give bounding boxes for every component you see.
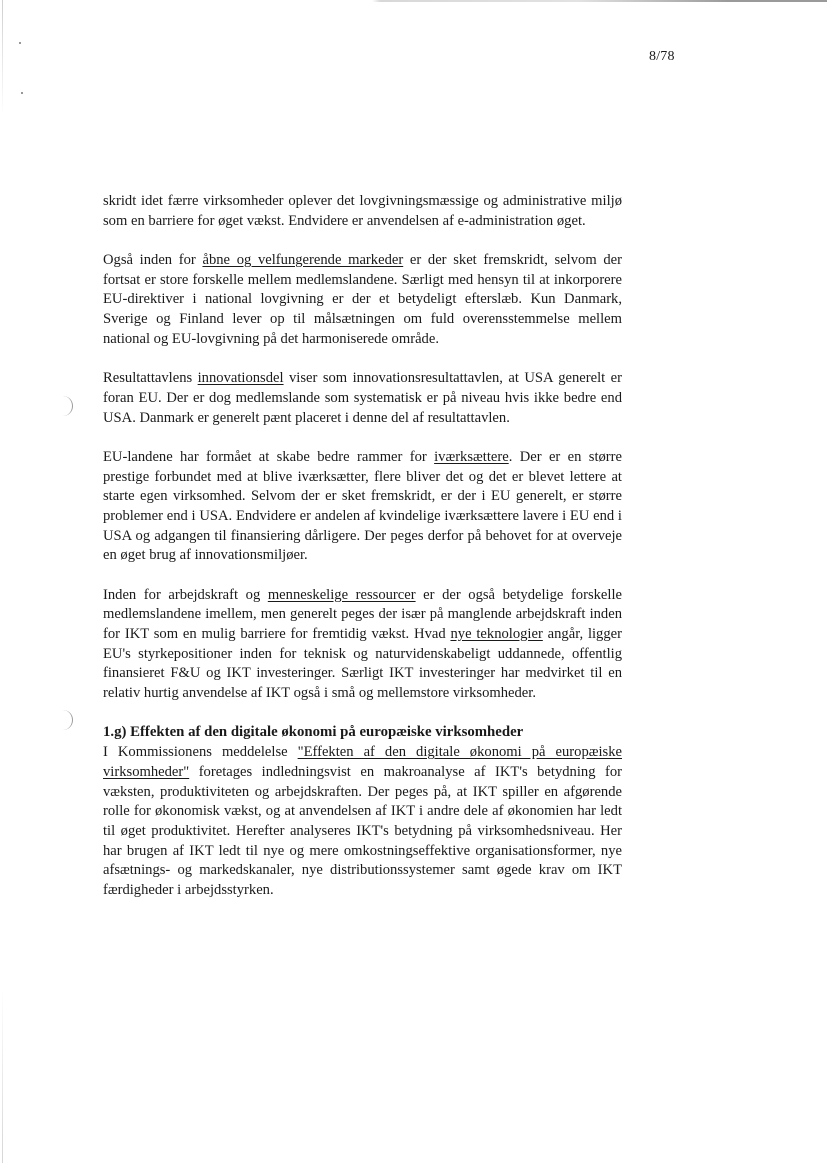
paragraph-text: I Kommissionens meddelelse bbox=[103, 744, 298, 761]
underlined-term: menneskelige ressourcer bbox=[267, 586, 416, 603]
section-heading: 1.g) Effekten af den digitale økonomi på europæiske virksomheder bbox=[103, 724, 524, 741]
paragraph-text: angår, ligger EU's styrkepositioner inden for teknisk og naturvidenskabeligt uddannede, offentlig finansieret F&U og IKT investeringer. Særligt IKT investeringer har medvirket til en relativ hurtig anvendelse af IKT også i små og mellemstore virksomheder. bbox=[103, 626, 622, 702]
underlined-term: innovationsdel bbox=[197, 370, 284, 387]
page-number: 8/78 bbox=[649, 49, 675, 64]
scan-speck bbox=[21, 92, 23, 94]
underlined-term: åbne og velfungerende markeder bbox=[202, 252, 404, 268]
section-1g bbox=[103, 723, 622, 900]
scan-speck bbox=[19, 42, 21, 44]
paragraph-text: skridt idet færre virksomheder oplever det lovgivningsmæssige og administrative miljø som en barriere for øget vækst. Endvidere er anvendelsen af e-administration øget. bbox=[103, 193, 622, 229]
underlined-term: nye teknologier bbox=[450, 626, 543, 643]
paragraph-text: viser som innovationsresultattavlen, at USA generelt er foran EU. Der er dog medlemslande som systematisk er på niveau hvis ikke bedre end USA. Danmark er generelt pænt placeret i denne del af resultattavlen. bbox=[103, 370, 622, 426]
punch-hole-mark bbox=[58, 396, 73, 416]
paragraph-text: er der sket fremskridt, selvom der fortsat er store forskelle mellem medlemslandene. Særligt med hensyn til at inkorporere EU-direktiver i national lovgivning er der et betydeligt efterslæb. Kun Danmark, Sverige og Finland lever op til målsætningen om fuld overensstemmelse mellem national og EU-lovgivning på det harmoniserede område. bbox=[103, 252, 622, 347]
document-body bbox=[103, 192, 622, 901]
paragraph-text: Resultattavlens bbox=[103, 370, 198, 387]
paragraph bbox=[103, 251, 622, 350]
underlined-term: iværksættere bbox=[434, 448, 509, 465]
underlined-title: "Effekten af den digitale økonomi på europæiske virksomheder" bbox=[103, 744, 622, 780]
paragraph bbox=[103, 743, 622, 901]
paragraph-text: EU-landene har formået at skabe bedre rammer for bbox=[103, 448, 435, 465]
paragraph-text: Inden for arbejdskraft og bbox=[103, 586, 268, 603]
paragraph-text: . Der er en større prestige forbundet med at blive iværksætter, flere bliver det og det er blevet lettere at starte egen virksomhed. Selvom der er sket fremskridt, er der i EU generelt, er større problemer end i USA. Endvidere er andelen af kvindelige iværksættere lavere i EU end i USA og adgangen til finansiering dårligere. Der peges derfor på behovet for at overveje en øget brug af innovationsmiljøer. bbox=[103, 448, 622, 564]
paragraph bbox=[103, 192, 622, 231]
paragraph bbox=[103, 369, 622, 428]
scan-edge-left bbox=[2, 0, 3, 1163]
paragraph bbox=[103, 448, 622, 566]
paragraph bbox=[103, 586, 622, 704]
paragraph-text: er der også betydelige forskelle medlemslandene imellem, men generelt peges der især på manglende arbejdskraft inden for IKT som en mulig barriere for fremtidig vækst. Hvad bbox=[103, 586, 622, 643]
paragraph-text: foretages indledningsvist en makroanalyse af IKT's betydning for væksten, produktiviteten og arbejdskraften. Der peges på, at IKT spiller en afgørende rolle for økonomisk vækst, og at anvendelsen af IKT i andre dele af økonomien har ledt til øget produktivitet. Herefter analyseres IKT's betydning på virksomhedsniveau. Her har brugen af IKT ledt til nye og mere omkostningseffektive organisationsformer, nye afsætnings- og markedskanaler, nye distributionssystemer samt øgede krav om IKT færdigheder i arbejdsstyrken. bbox=[103, 763, 622, 899]
punch-hole-mark bbox=[58, 710, 73, 730]
scan-edge-top bbox=[0, 0, 827, 2]
paragraph-text: Også inden for bbox=[103, 252, 203, 268]
